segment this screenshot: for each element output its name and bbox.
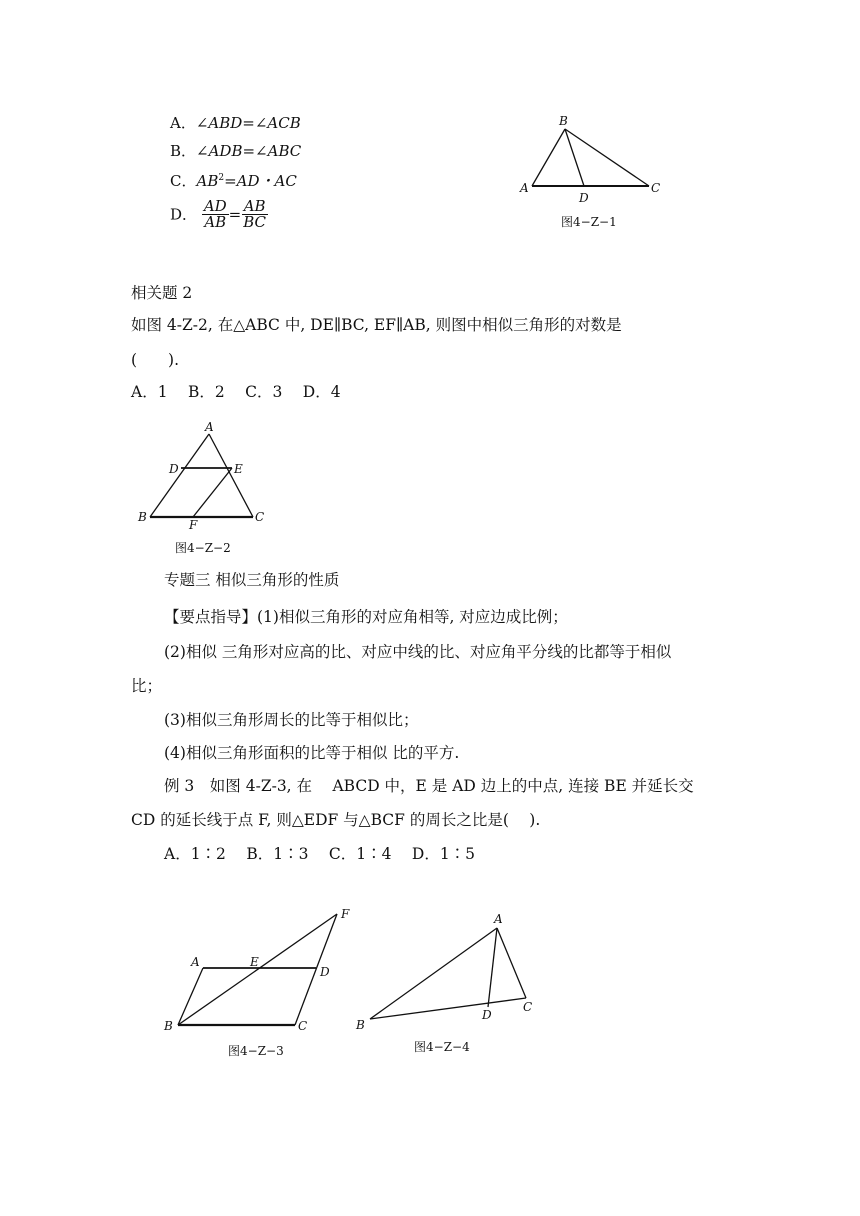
related-question-options: A．1 B．2 C．3 D．4 — [131, 383, 341, 401]
fig3-label-e: E — [250, 955, 259, 969]
fig1-label-a: A — [520, 181, 529, 195]
fig3-label-c: C — [298, 1019, 308, 1033]
fraction-1-denominator: AB — [204, 213, 227, 231]
option-d-fraction-2 — [241, 199, 268, 230]
fig3-label-a: A — [191, 955, 200, 969]
example-3-line-2: CD 的延长线于点 F, 则△EDF 与△BCF 的周长之比是( ). — [131, 811, 541, 829]
option-a — [170, 113, 301, 133]
option-c-expr-part1: AB — [196, 172, 219, 190]
option-d-fraction-1 — [202, 199, 229, 230]
fig1-caption: 图4−Z−1 — [561, 215, 617, 229]
fig2-label-d: D — [169, 462, 179, 476]
fig2-caption: 图4−Z−2 — [175, 541, 231, 555]
fig3-label-f: F — [341, 907, 350, 921]
option-d — [170, 199, 268, 230]
related-question-line-2: ( ). — [131, 351, 180, 369]
option-c-expr-part2: =AD・AC — [224, 172, 297, 190]
fig2-label-e: E — [234, 462, 243, 476]
option-b-label: B． — [170, 142, 197, 160]
key-point-2-line-2: 比； — [131, 677, 163, 695]
key-point-1: 【要点指导】(1)相似三角形的对应角相等, 对应边成比例； — [164, 608, 568, 626]
option-d-label: D． — [170, 205, 198, 224]
key-point-4: (4)相似三角形面积的比等于相似 比的平方. — [164, 744, 460, 762]
fig3-caption: 图4−Z−3 — [228, 1044, 284, 1058]
fraction-1-numerator: AD — [203, 197, 227, 215]
option-b-expr: ∠ADB=∠ABC — [196, 142, 302, 160]
fig2-label-c: C — [255, 510, 265, 524]
option-c — [170, 168, 297, 191]
option-a-expr: ∠ABD=∠ACB — [195, 114, 301, 132]
fig4-label-b: B — [356, 1018, 365, 1032]
fig3-label-b: B — [164, 1019, 173, 1033]
fig2-label-f: F — [189, 518, 198, 532]
option-b — [170, 141, 301, 161]
example-3-line-1: 例 3 如图 4-Z-3, 在 ABCD 中，E 是 AD 边上的中点, 连接 BE 并延长交 — [164, 777, 694, 795]
fig4-label-a: A — [494, 912, 503, 926]
fig1-label-d: D — [579, 191, 589, 205]
key-point-2-line-1: (2)相似 三角形对应高的比、对应中线的比、对应角平分线的比都等于相似 — [164, 643, 672, 661]
fig4-caption: 图4−Z−4 — [414, 1040, 470, 1054]
fig1-label-c: C — [651, 181, 661, 195]
fig3-label-d: D — [320, 965, 330, 979]
option-a-label: A． — [170, 114, 196, 132]
option-d-equals: = — [228, 205, 242, 224]
option-c-label: C． — [170, 172, 197, 190]
fig1-label-b: B — [559, 114, 568, 128]
related-question-line-1: 如图 4-Z-2, 在△ABC 中, DE∥BC, EF∥AB, 则图中相似三角形的对数是 — [131, 316, 622, 334]
topic-title: 专题三 相似三角形的性质 — [164, 571, 340, 589]
fig2-label-a: A — [205, 420, 214, 434]
fraction-2-denominator: BC — [243, 213, 267, 231]
related-question-heading: 相关题 2 — [131, 284, 193, 302]
option-c-superscript: 2 — [218, 173, 225, 183]
fig4-label-c: C — [523, 1000, 533, 1014]
fig2-label-b: B — [138, 510, 147, 524]
fraction-2-numerator: AB — [243, 197, 266, 215]
example-3-options: A．1∶2 B．1∶3 C．1∶4 D．1∶5 — [164, 845, 476, 863]
key-point-3: (3)相似三角形周长的比等于相似比； — [164, 711, 419, 729]
fig4-label-d: D — [482, 1008, 492, 1022]
